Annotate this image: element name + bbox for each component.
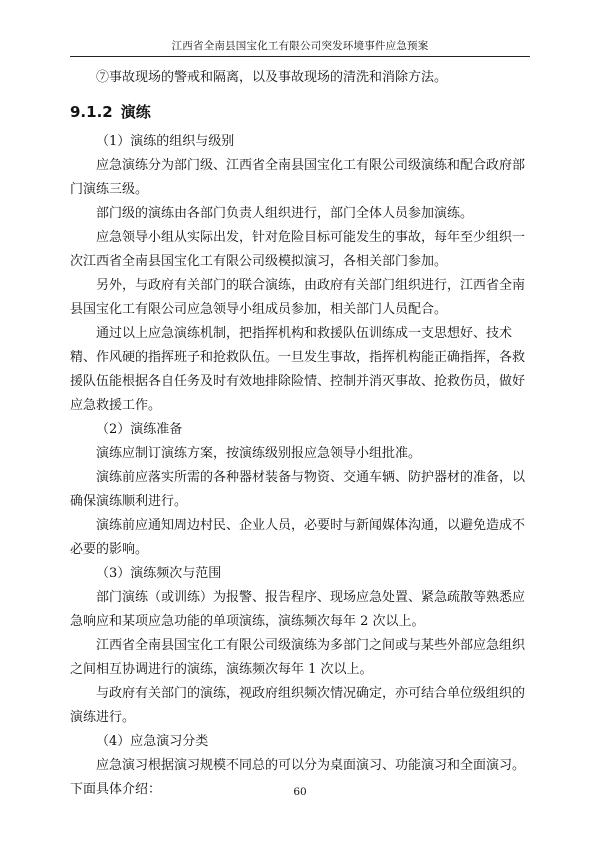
subsection-heading: （1）演练的组织与级别 xyxy=(96,134,235,149)
paragraph: 应急演习根据演习规模不同总的可以分为桌面演习、功能演习和全面演习。下面具体介绍： xyxy=(70,758,526,797)
paragraph: 另外，与政府有关部门的联合演练，由政府有关部门组织进行，江西省全南县国宝化工有限公司应急领导小组成员参加，相关部门人员配合。 xyxy=(70,278,526,317)
paragraph: 通过以上应急演练机制，把指挥机构和救援队伍训练成一支思想好、技术精、作风硬的指挥班子和抢救队伍。一旦发生事故，指挥机构能正确指挥，各救援队伍能根据各自任务及时有效地排除险情、控制并消灭事故、抢救伤员，做好应急救援工作。 xyxy=(70,326,526,413)
section-number: 9.1.2 xyxy=(70,103,113,121)
paragraph: 演练前应通知周边村民、企业人员，必要时与新闻媒体沟通，以避免造成不必要的影响。 xyxy=(70,518,526,557)
paragraph: 演练前应落实所需的各种器材装备与物资、交通车辆、防护器材的准备，以确保演练顺利进行。 xyxy=(70,470,526,509)
section-title: 演练 xyxy=(120,103,151,121)
paragraph: 部门级的演练由各部门负责人组织进行，部门全体人员参加演练。 xyxy=(96,206,474,221)
paragraph: 部门演练（或训练）为报警、报告程序、现场应急处置、紧急疏散等熟悉应急响应和某项应急功能的单项演练，演练频次每年 2 次以上。 xyxy=(70,590,526,629)
paragraph: ⑦事故现场的警戒和隔离，以及事故现场的清洗和消除方法。 xyxy=(96,70,448,85)
subsection-heading: （2）演练准备 xyxy=(96,422,183,437)
paragraph: 江西省全南县国宝化工有限公司级演练为多部门之间或与某些外部应急组织之间相互协调进行的演练，演练频次每年 1 次以上。 xyxy=(70,638,526,677)
paragraph: 演练应制订演练方案，按演练级别报应急领导小组批准。 xyxy=(96,446,422,461)
subsection-heading: （3）演练频次与范围 xyxy=(96,566,222,581)
header-divider xyxy=(70,56,530,57)
running-header: 江西省全南县国宝化工有限公司突发环境事件应急预案 xyxy=(171,40,429,52)
paragraph: 应急演练分为部门级、江西省全南县国宝化工有限公司级演练和配合政府部门演练三级。 xyxy=(70,158,526,197)
page-body xyxy=(70,66,530,802)
page-number: 60 xyxy=(293,786,307,798)
paragraph: 与政府有关部门的演练，视政府组织频次情况确定，亦可结合单位级组织的演练进行。 xyxy=(70,686,526,725)
section-heading xyxy=(70,100,530,124)
subsection-heading: （4）应急演习分类 xyxy=(96,734,209,749)
paragraph: 应急领导小组从实际出发，针对危险目标可能发生的事故，每年至少组织一次江西省全南县国宝化工有限公司级模拟演习，各相关部门参加。 xyxy=(70,230,526,269)
